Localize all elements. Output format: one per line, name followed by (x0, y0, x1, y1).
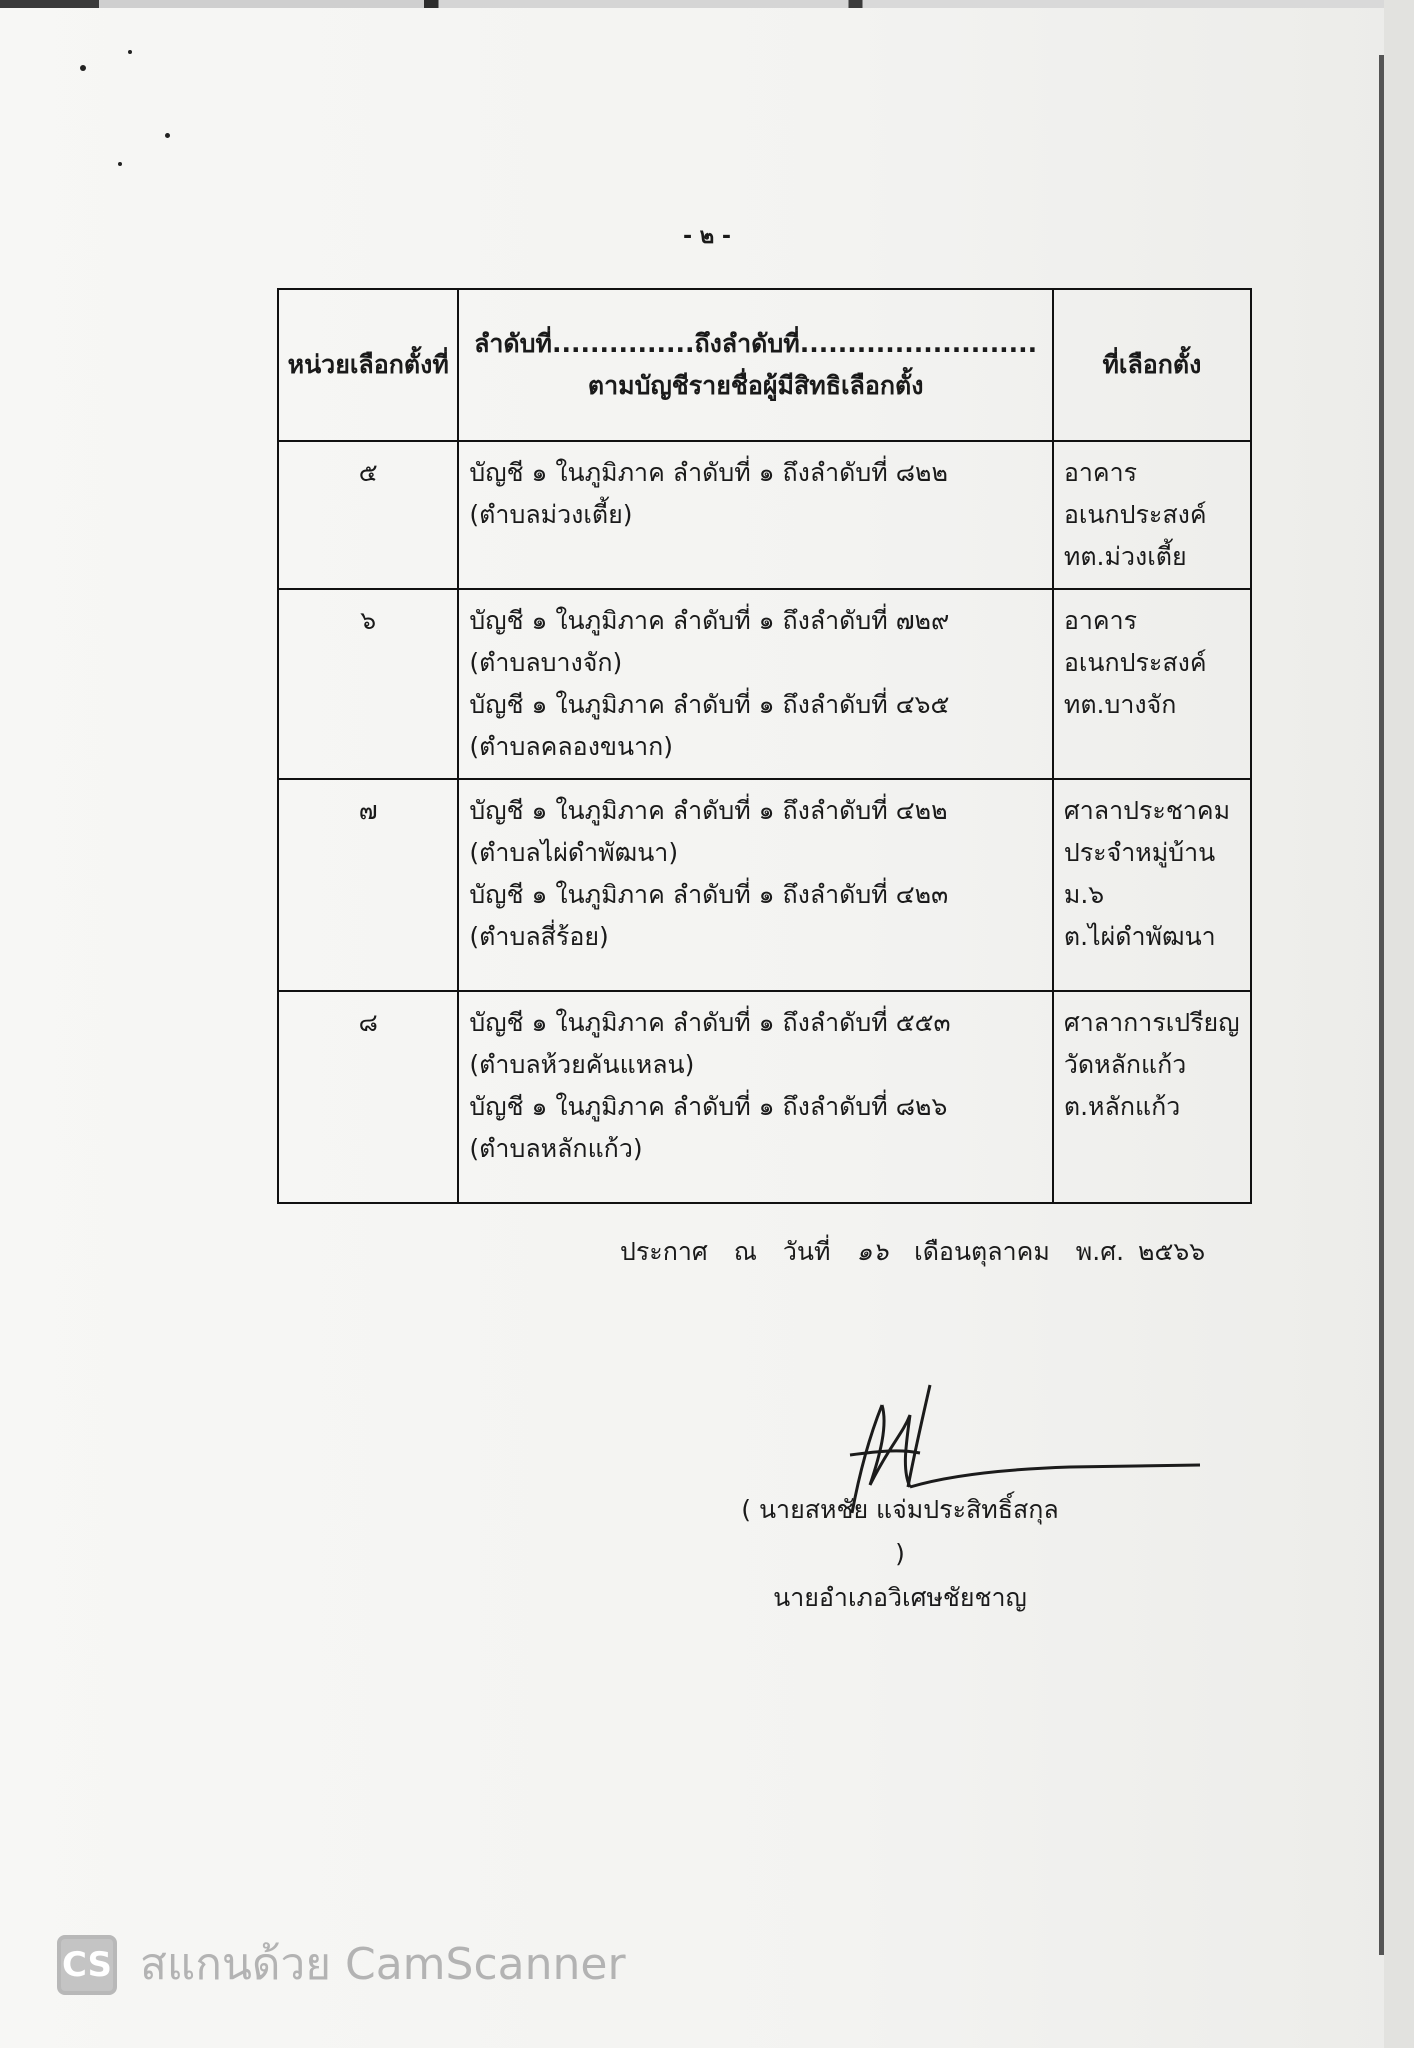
unit-cell (278, 589, 458, 779)
header-place: ที่เลือกตั้ง (1053, 289, 1251, 441)
unit-cell (278, 991, 458, 1203)
place-line: ศาลาประชาคม (1063, 796, 1231, 825)
unit-number: ๖ (360, 606, 377, 635)
place-line: ทต.บางจัก (1063, 690, 1177, 719)
place-line: วัดหลักแก้ว (1063, 1050, 1187, 1079)
range-line: (ตำบลหลักแก้ว) (469, 1134, 643, 1163)
range-line: (ตำบลไผ่ดำพัฒนา) (469, 838, 679, 867)
place-line: ต.หลักแก้ว (1063, 1092, 1181, 1121)
announcement-year: ๒๕๖๖ (1138, 1237, 1206, 1266)
place-cell (1053, 991, 1251, 1203)
table-row (278, 589, 1251, 779)
announcement-date (620, 1232, 1223, 1272)
range-line: บัญชี ๑ ในภูมิภาค ลำดับที่ ๑ ถึงลำดับที่ ๔๒๓ (469, 880, 949, 909)
header-range (458, 289, 1052, 441)
range-line: บัญชี ๑ ในภูมิภาค ลำดับที่ ๑ ถึงลำดับที่ ๗๒๙ (469, 606, 950, 635)
table-header-row (278, 289, 1251, 441)
announcement-month: เดือนตุลาคม (914, 1237, 1050, 1266)
place-line: ต.ไผ่ดำพัฒนา (1063, 922, 1216, 951)
signer-position: นายอำเภอวิเศษชัยชาญ (773, 1583, 1027, 1612)
unit-number: ๘ (358, 1008, 378, 1037)
place-line: อาคาร (1063, 606, 1138, 635)
range-line: (ตำบลม่วงเตี้ย) (469, 500, 633, 529)
place-cell (1053, 441, 1251, 589)
range-line: (ตำบลคลองขนาก) (469, 732, 674, 761)
signer-block (740, 1488, 1060, 1620)
range-line: บัญชี ๑ ในภูมิภาค ลำดับที่ ๑ ถึงลำดับที่ ๔๖๕ (469, 690, 950, 719)
place-line: ทต.ม่วงเตี้ย (1063, 542, 1187, 571)
header-unit: หน่วยเลือกตั้งที่ (278, 289, 458, 441)
place-line: อาคาร (1063, 458, 1138, 487)
table-row (278, 441, 1251, 589)
table-row (278, 991, 1251, 1203)
announcement-day-label: วันที่ (782, 1237, 831, 1266)
header-range-line1: ลำดับที่...............ถึงลำดับที่......................... (474, 329, 1038, 358)
place-line: อเนกประสงค์ (1063, 500, 1207, 529)
range-line: บัญชี ๑ ในภูมิภาค ลำดับที่ ๑ ถึงลำดับที่ ๘๒๒ (469, 458, 948, 487)
announcement-era: พ.ศ. (1075, 1237, 1125, 1266)
announcement-day: ๑๖ (856, 1237, 889, 1266)
signer-name: ( นายสหชัย แจ่มประสิทธิ์สกุล ) (741, 1495, 1059, 1568)
camscanner-watermark: สแกนด้วย CamScanner (140, 1939, 626, 1990)
unit-cell (278, 779, 458, 991)
camscanner-logo: CS (57, 1935, 117, 1995)
unit-number: ๕ (358, 458, 378, 487)
announcement-at: ณ (733, 1237, 757, 1266)
place-line: ม.๖ (1063, 880, 1105, 909)
polling-units-table (277, 288, 1252, 1204)
range-cell (458, 991, 1052, 1203)
range-line: (ตำบลสี่ร้อย) (469, 922, 609, 951)
range-line: บัญชี ๑ ในภูมิภาค ลำดับที่ ๑ ถึงลำดับที่ ๕๕๓ (469, 1008, 951, 1037)
place-line: อเนกประสงค์ (1063, 648, 1207, 677)
place-line: ประจำหมู่บ้าน (1063, 838, 1216, 867)
range-line: (ตำบลห้วยคันแหลน) (469, 1050, 695, 1079)
range-line: บัญชี ๑ ในภูมิภาค ลำดับที่ ๑ ถึงลำดับที่ ๔๒๒ (469, 796, 948, 825)
range-line: (ตำบลบางจัก) (469, 648, 623, 677)
place-cell (1053, 589, 1251, 779)
table-row (278, 779, 1251, 991)
paper-right-edge (1379, 55, 1384, 1955)
place-line: ศาลาการเปรียญ (1063, 1008, 1240, 1037)
announcement-prefix: ประกาศ (620, 1237, 708, 1266)
header-range-line2: ตามบัญชีรายชื่อผู้มีสิทธิเลือกตั้ง (587, 371, 924, 400)
scan-top-edge (0, 0, 1414, 8)
range-cell (458, 441, 1052, 589)
scan-right-margin (1384, 0, 1414, 2048)
range-line: บัญชี ๑ ในภูมิภาค ลำดับที่ ๑ ถึงลำดับที่ ๘๒๖ (469, 1092, 948, 1121)
range-cell (458, 779, 1052, 991)
unit-number: ๗ (358, 796, 378, 825)
range-cell (458, 589, 1052, 779)
place-cell (1053, 779, 1251, 991)
unit-cell (278, 441, 458, 589)
page-number: - ๒ - (682, 224, 732, 249)
